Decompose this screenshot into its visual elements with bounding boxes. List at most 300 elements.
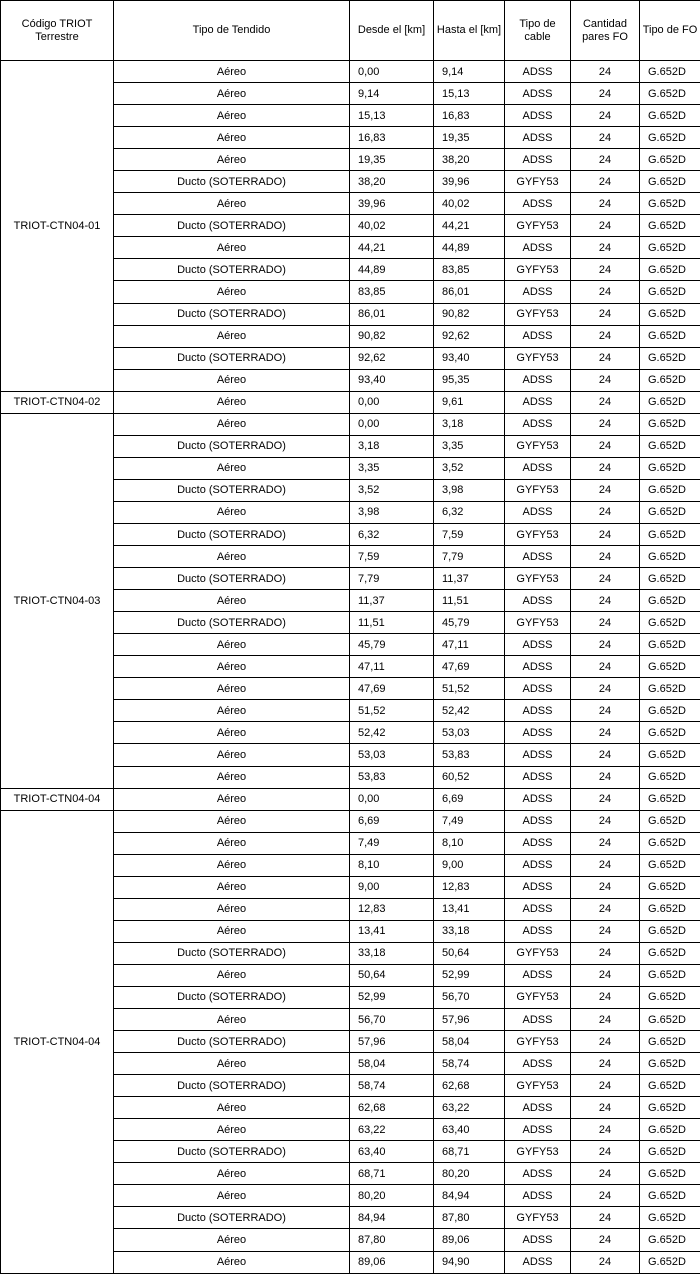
hasta-cell: 52,99 (434, 964, 505, 986)
tipo-tendido-cell: Aéreo (114, 898, 350, 920)
cantidad-pares-cell: 24 (571, 1251, 640, 1273)
desde-cell: 92,62 (350, 347, 434, 369)
hasta-cell: 3,52 (434, 457, 505, 479)
hasta-cell: 6,32 (434, 501, 505, 523)
tipo-cable-cell: GYFY53 (505, 303, 571, 325)
tipo-cable-cell: GYFY53 (505, 1141, 571, 1163)
tipo-fo-cell: G.652D (640, 678, 700, 700)
tipo-cable-cell: GYFY53 (505, 1075, 571, 1097)
tipo-fo-cell: G.652D (640, 986, 700, 1008)
tipo-tendido-cell: Ducto (SOTERRADO) (114, 1075, 350, 1097)
hasta-cell: 63,22 (434, 1097, 505, 1119)
tipo-tendido-cell: Aéreo (114, 1251, 350, 1273)
desde-cell: 0,00 (350, 413, 434, 435)
cantidad-pares-cell: 24 (571, 986, 640, 1008)
desde-cell: 83,85 (350, 281, 434, 303)
tipo-fo-cell: G.652D (640, 1119, 700, 1141)
hasta-cell: 87,80 (434, 1207, 505, 1229)
tipo-fo-cell: G.652D (640, 259, 700, 281)
desde-cell: 7,79 (350, 568, 434, 590)
hasta-cell: 86,01 (434, 281, 505, 303)
hasta-cell: 15,13 (434, 83, 505, 105)
table-row (1, 810, 700, 832)
tipo-cable-cell: ADSS (505, 83, 571, 105)
desde-cell: 40,02 (350, 215, 434, 237)
desde-cell: 3,98 (350, 501, 434, 523)
cantidad-pares-cell: 24 (571, 83, 640, 105)
tipo-cable-cell: ADSS (505, 964, 571, 986)
hasta-cell: 95,35 (434, 369, 505, 391)
cantidad-pares-cell: 24 (571, 237, 640, 259)
tipo-fo-cell: G.652D (640, 942, 700, 964)
tipo-tendido-cell: Ducto (SOTERRADO) (114, 171, 350, 193)
table-row (1, 413, 700, 435)
hasta-cell: 13,41 (434, 898, 505, 920)
tipo-fo-cell: G.652D (640, 766, 700, 788)
desde-cell: 9,00 (350, 876, 434, 898)
tipo-cable-cell: ADSS (505, 546, 571, 568)
tipo-tendido-cell: Aéreo (114, 1119, 350, 1141)
tipo-fo-cell: G.652D (640, 479, 700, 501)
tipo-tendido-cell: Aéreo (114, 391, 350, 413)
tipo-fo-cell: G.652D (640, 435, 700, 457)
tipo-fo-cell: G.652D (640, 722, 700, 744)
tipo-cable-cell: ADSS (505, 325, 571, 347)
desde-cell: 0,00 (350, 61, 434, 83)
tipo-tendido-cell: Aéreo (114, 1185, 350, 1207)
hasta-cell: 62,68 (434, 1075, 505, 1097)
tipo-fo-cell: G.652D (640, 1185, 700, 1207)
tipo-fo-cell: G.652D (640, 788, 700, 810)
cantidad-pares-cell: 24 (571, 700, 640, 722)
desde-cell: 93,40 (350, 369, 434, 391)
cantidad-pares-cell: 24 (571, 898, 640, 920)
hasta-cell: 58,74 (434, 1053, 505, 1075)
tipo-tendido-cell: Ducto (SOTERRADO) (114, 215, 350, 237)
tipo-cable-cell: ADSS (505, 1251, 571, 1273)
tipo-cable-cell: ADSS (505, 369, 571, 391)
tipo-tendido-cell: Aéreo (114, 237, 350, 259)
hasta-cell: 51,52 (434, 678, 505, 700)
hasta-cell: 58,04 (434, 1031, 505, 1053)
tipo-fo-cell: G.652D (640, 1163, 700, 1185)
tipo-fo-cell: G.652D (640, 303, 700, 325)
tipo-cable-cell: ADSS (505, 678, 571, 700)
hasta-cell: 47,69 (434, 656, 505, 678)
cantidad-pares-cell: 24 (571, 1053, 640, 1075)
desde-cell: 39,96 (350, 193, 434, 215)
hasta-cell: 12,83 (434, 876, 505, 898)
tipo-tendido-cell: Aéreo (114, 854, 350, 876)
tipo-cable-cell: ADSS (505, 413, 571, 435)
tipo-cable-cell: GYFY53 (505, 171, 571, 193)
tipo-cable-cell: ADSS (505, 1185, 571, 1207)
hasta-cell: 33,18 (434, 920, 505, 942)
desde-cell: 3,52 (350, 479, 434, 501)
cantidad-pares-cell: 24 (571, 1097, 640, 1119)
hasta-cell: 80,20 (434, 1163, 505, 1185)
hasta-cell: 50,64 (434, 942, 505, 964)
tipo-fo-cell: G.652D (640, 149, 700, 171)
header-tipo-fo: Tipo de FO (640, 1, 700, 61)
tipo-cable-cell: GYFY53 (505, 259, 571, 281)
tipo-cable-cell: ADSS (505, 237, 571, 259)
cantidad-pares-cell: 24 (571, 678, 640, 700)
tipo-tendido-cell: Aéreo (114, 920, 350, 942)
hasta-cell: 56,70 (434, 986, 505, 1008)
desde-cell: 58,04 (350, 1053, 434, 1075)
tipo-tendido-cell: Aéreo (114, 149, 350, 171)
tipo-cable-cell: GYFY53 (505, 215, 571, 237)
hasta-cell: 53,83 (434, 744, 505, 766)
tipo-fo-cell: G.652D (640, 1207, 700, 1229)
tipo-tendido-cell: Aéreo (114, 105, 350, 127)
tipo-cable-cell: ADSS (505, 501, 571, 523)
tipo-cable-cell: GYFY53 (505, 435, 571, 457)
tipo-fo-cell: G.652D (640, 876, 700, 898)
table-body (1, 61, 700, 1274)
desde-cell: 50,64 (350, 964, 434, 986)
tipo-tendido-cell: Aéreo (114, 281, 350, 303)
tipo-fo-cell: G.652D (640, 413, 700, 435)
tipo-tendido-cell: Aéreo (114, 744, 350, 766)
cantidad-pares-cell: 24 (571, 193, 640, 215)
desde-cell: 9,14 (350, 83, 434, 105)
hasta-cell: 44,21 (434, 215, 505, 237)
desde-cell: 80,20 (350, 1185, 434, 1207)
desde-cell: 3,18 (350, 435, 434, 457)
hasta-cell: 9,61 (434, 391, 505, 413)
tipo-cable-cell: ADSS (505, 722, 571, 744)
desde-cell: 15,13 (350, 105, 434, 127)
hasta-cell: 90,82 (434, 303, 505, 325)
cantidad-pares-cell: 24 (571, 105, 640, 127)
tipo-fo-cell: G.652D (640, 391, 700, 413)
tipo-fo-cell: G.652D (640, 590, 700, 612)
cantidad-pares-cell: 24 (571, 435, 640, 457)
cantidad-pares-cell: 24 (571, 964, 640, 986)
desde-cell: 84,94 (350, 1207, 434, 1229)
tipo-fo-cell: G.652D (640, 171, 700, 193)
header-tipo-tendido: Tipo de Tendido (114, 1, 350, 61)
tipo-cable-cell: GYFY53 (505, 942, 571, 964)
tipo-tendido-cell: Aéreo (114, 1009, 350, 1031)
tipo-cable-cell: ADSS (505, 788, 571, 810)
cantidad-pares-cell: 24 (571, 832, 640, 854)
tipo-cable-cell: GYFY53 (505, 1207, 571, 1229)
desde-cell: 63,22 (350, 1119, 434, 1141)
tipo-cable-cell: ADSS (505, 105, 571, 127)
desde-cell: 62,68 (350, 1097, 434, 1119)
tipo-cable-cell: ADSS (505, 744, 571, 766)
tipo-tendido-cell: Ducto (SOTERRADO) (114, 942, 350, 964)
tipo-fo-cell: G.652D (640, 854, 700, 876)
cantidad-pares-cell: 24 (571, 413, 640, 435)
tipo-tendido-cell: Aéreo (114, 876, 350, 898)
tipo-tendido-cell: Aéreo (114, 83, 350, 105)
desde-cell: 45,79 (350, 634, 434, 656)
tipo-tendido-cell: Aéreo (114, 501, 350, 523)
tipo-fo-cell: G.652D (640, 1097, 700, 1119)
tipo-tendido-cell: Ducto (SOTERRADO) (114, 479, 350, 501)
tipo-cable-cell: GYFY53 (505, 612, 571, 634)
triot-code-cell: TRIOT-CTN04-03 (1, 413, 114, 788)
triot-code-cell: TRIOT-CTN04-04 (1, 810, 114, 1273)
tipo-fo-cell: G.652D (640, 501, 700, 523)
table-header (1, 1, 700, 61)
cantidad-pares-cell: 24 (571, 656, 640, 678)
tipo-cable-cell: GYFY53 (505, 568, 571, 590)
cantidad-pares-cell: 24 (571, 722, 640, 744)
cantidad-pares-cell: 24 (571, 501, 640, 523)
cantidad-pares-cell: 24 (571, 1075, 640, 1097)
tipo-cable-cell: ADSS (505, 149, 571, 171)
tipo-tendido-cell: Aéreo (114, 700, 350, 722)
desde-cell: 47,69 (350, 678, 434, 700)
hasta-cell: 8,10 (434, 832, 505, 854)
tipo-fo-cell: G.652D (640, 612, 700, 634)
tipo-cable-cell: ADSS (505, 766, 571, 788)
tipo-cable-cell: ADSS (505, 1163, 571, 1185)
cantidad-pares-cell: 24 (571, 1009, 640, 1031)
tipo-tendido-cell: Aéreo (114, 678, 350, 700)
cantidad-pares-cell: 24 (571, 347, 640, 369)
tipo-tendido-cell: Ducto (SOTERRADO) (114, 259, 350, 281)
tipo-cable-cell: ADSS (505, 920, 571, 942)
tipo-cable-cell: ADSS (505, 1119, 571, 1141)
desde-cell: 51,52 (350, 700, 434, 722)
cantidad-pares-cell: 24 (571, 391, 640, 413)
tipo-fo-cell: G.652D (640, 105, 700, 127)
cantidad-pares-cell: 24 (571, 281, 640, 303)
hasta-cell: 45,79 (434, 612, 505, 634)
tipo-cable-cell: ADSS (505, 590, 571, 612)
desde-cell: 56,70 (350, 1009, 434, 1031)
tipo-tendido-cell: Aéreo (114, 369, 350, 391)
tipo-cable-cell: ADSS (505, 1097, 571, 1119)
tipo-fo-cell: G.652D (640, 1075, 700, 1097)
tipo-cable-cell: ADSS (505, 127, 571, 149)
tipo-tendido-cell: Aéreo (114, 964, 350, 986)
tipo-tendido-cell: Aéreo (114, 590, 350, 612)
tipo-cable-cell: ADSS (505, 1009, 571, 1031)
tipo-cable-cell: ADSS (505, 61, 571, 83)
desde-cell: 12,83 (350, 898, 434, 920)
hasta-cell: 7,49 (434, 810, 505, 832)
tipo-fo-cell: G.652D (640, 1009, 700, 1031)
tipo-fo-cell: G.652D (640, 369, 700, 391)
cantidad-pares-cell: 24 (571, 523, 640, 545)
cantidad-pares-cell: 24 (571, 479, 640, 501)
hasta-cell: 16,83 (434, 105, 505, 127)
tipo-fo-cell: G.652D (640, 1053, 700, 1075)
hasta-cell: 9,00 (434, 854, 505, 876)
cantidad-pares-cell: 24 (571, 215, 640, 237)
hasta-cell: 39,96 (434, 171, 505, 193)
header-cantidad: Cantidad pares FO (571, 1, 640, 61)
tipo-tendido-cell: Aéreo (114, 1053, 350, 1075)
tipo-tendido-cell: Aéreo (114, 634, 350, 656)
cantidad-pares-cell: 24 (571, 920, 640, 942)
tipo-tendido-cell: Aéreo (114, 457, 350, 479)
desde-cell: 57,96 (350, 1031, 434, 1053)
hasta-cell: 11,37 (434, 568, 505, 590)
tipo-fo-cell: G.652D (640, 700, 700, 722)
hasta-cell: 7,59 (434, 523, 505, 545)
hasta-cell: 38,20 (434, 149, 505, 171)
tipo-cable-cell: GYFY53 (505, 523, 571, 545)
cantidad-pares-cell: 24 (571, 61, 640, 83)
hasta-cell: 3,35 (434, 435, 505, 457)
triot-code-cell: TRIOT-CTN04-01 (1, 61, 114, 392)
header-codigo: Código TRIOT Terrestre (1, 1, 114, 61)
desde-cell: 38,20 (350, 171, 434, 193)
tipo-fo-cell: G.652D (640, 347, 700, 369)
hasta-cell: 57,96 (434, 1009, 505, 1031)
tipo-fo-cell: G.652D (640, 1251, 700, 1273)
tipo-tendido-cell: Aéreo (114, 546, 350, 568)
desde-cell: 68,71 (350, 1163, 434, 1185)
tipo-tendido-cell: Aéreo (114, 810, 350, 832)
tipo-tendido-cell: Aéreo (114, 1229, 350, 1251)
tipo-cable-cell: ADSS (505, 810, 571, 832)
cantidad-pares-cell: 24 (571, 854, 640, 876)
desde-cell: 11,37 (350, 590, 434, 612)
desde-cell: 11,51 (350, 612, 434, 634)
hasta-cell: 63,40 (434, 1119, 505, 1141)
tipo-tendido-cell: Aéreo (114, 127, 350, 149)
tipo-cable-cell: ADSS (505, 281, 571, 303)
desde-cell: 87,80 (350, 1229, 434, 1251)
header-hasta: Hasta el [km] (434, 1, 505, 61)
cantidad-pares-cell: 24 (571, 1119, 640, 1141)
tipo-fo-cell: G.652D (640, 1141, 700, 1163)
desde-cell: 16,83 (350, 127, 434, 149)
tipo-tendido-cell: Aéreo (114, 656, 350, 678)
tipo-tendido-cell: Ducto (SOTERRADO) (114, 347, 350, 369)
hasta-cell: 44,89 (434, 237, 505, 259)
tipo-fo-cell: G.652D (640, 920, 700, 942)
cantidad-pares-cell: 24 (571, 369, 640, 391)
desde-cell: 6,32 (350, 523, 434, 545)
hasta-cell: 3,98 (434, 479, 505, 501)
table-row (1, 61, 700, 83)
tipo-tendido-cell: Aéreo (114, 766, 350, 788)
tipo-fo-cell: G.652D (640, 237, 700, 259)
tipo-fo-cell: G.652D (640, 193, 700, 215)
cantidad-pares-cell: 24 (571, 876, 640, 898)
tipo-fo-cell: G.652D (640, 457, 700, 479)
desde-cell: 86,01 (350, 303, 434, 325)
hasta-cell: 94,90 (434, 1251, 505, 1273)
tipo-tendido-cell: Aéreo (114, 722, 350, 744)
desde-cell: 0,00 (350, 391, 434, 413)
tipo-fo-cell: G.652D (640, 215, 700, 237)
tipo-tendido-cell: Aéreo (114, 61, 350, 83)
tipo-fo-cell: G.652D (640, 523, 700, 545)
hasta-cell: 9,14 (434, 61, 505, 83)
tipo-tendido-cell: Ducto (SOTERRADO) (114, 523, 350, 545)
table-row (1, 788, 700, 810)
tipo-cable-cell: ADSS (505, 391, 571, 413)
tipo-fo-cell: G.652D (640, 744, 700, 766)
tipo-tendido-cell: Aéreo (114, 1097, 350, 1119)
desde-cell: 47,11 (350, 656, 434, 678)
desde-cell: 52,42 (350, 722, 434, 744)
cantidad-pares-cell: 24 (571, 171, 640, 193)
desde-cell: 8,10 (350, 854, 434, 876)
tipo-fo-cell: G.652D (640, 568, 700, 590)
cantidad-pares-cell: 24 (571, 127, 640, 149)
cantidad-pares-cell: 24 (571, 1141, 640, 1163)
cantidad-pares-cell: 24 (571, 744, 640, 766)
tipo-tendido-cell: Ducto (SOTERRADO) (114, 1141, 350, 1163)
tipo-cable-cell: ADSS (505, 832, 571, 854)
tipo-cable-cell: GYFY53 (505, 479, 571, 501)
tipo-tendido-cell: Ducto (SOTERRADO) (114, 435, 350, 457)
desde-cell: 90,82 (350, 325, 434, 347)
hasta-cell: 52,42 (434, 700, 505, 722)
tipo-fo-cell: G.652D (640, 1229, 700, 1251)
tipo-tendido-cell: Ducto (SOTERRADO) (114, 1031, 350, 1053)
hasta-cell: 11,51 (434, 590, 505, 612)
tipo-tendido-cell: Ducto (SOTERRADO) (114, 986, 350, 1008)
cantidad-pares-cell: 24 (571, 942, 640, 964)
desde-cell: 52,99 (350, 986, 434, 1008)
tipo-cable-cell: ADSS (505, 1229, 571, 1251)
cantidad-pares-cell: 24 (571, 1185, 640, 1207)
desde-cell: 13,41 (350, 920, 434, 942)
hasta-cell: 92,62 (434, 325, 505, 347)
cantidad-pares-cell: 24 (571, 1207, 640, 1229)
tipo-tendido-cell: Ducto (SOTERRADO) (114, 1207, 350, 1229)
hasta-cell: 89,06 (434, 1229, 505, 1251)
tipo-cable-cell: ADSS (505, 854, 571, 876)
tipo-cable-cell: ADSS (505, 634, 571, 656)
tipo-fo-cell: G.652D (640, 325, 700, 347)
hasta-cell: 93,40 (434, 347, 505, 369)
cantidad-pares-cell: 24 (571, 1031, 640, 1053)
tipo-tendido-cell: Aéreo (114, 788, 350, 810)
hasta-cell: 47,11 (434, 634, 505, 656)
tipo-cable-cell: ADSS (505, 457, 571, 479)
cantidad-pares-cell: 24 (571, 568, 640, 590)
desde-cell: 58,74 (350, 1075, 434, 1097)
cantidad-pares-cell: 24 (571, 259, 640, 281)
cantidad-pares-cell: 24 (571, 457, 640, 479)
tipo-cable-cell: ADSS (505, 876, 571, 898)
tipo-cable-cell: GYFY53 (505, 347, 571, 369)
cantidad-pares-cell: 24 (571, 149, 640, 171)
tipo-fo-cell: G.652D (640, 1031, 700, 1053)
desde-cell: 7,49 (350, 832, 434, 854)
triot-code-cell: TRIOT-CTN04-04 (1, 788, 114, 810)
cantidad-pares-cell: 24 (571, 612, 640, 634)
desde-cell: 19,35 (350, 149, 434, 171)
tipo-fo-cell: G.652D (640, 898, 700, 920)
hasta-cell: 7,79 (434, 546, 505, 568)
hasta-cell: 84,94 (434, 1185, 505, 1207)
cantidad-pares-cell: 24 (571, 1163, 640, 1185)
desde-cell: 3,35 (350, 457, 434, 479)
desde-cell: 44,89 (350, 259, 434, 281)
tipo-cable-cell: ADSS (505, 656, 571, 678)
tipo-cable-cell: ADSS (505, 898, 571, 920)
hasta-cell: 53,03 (434, 722, 505, 744)
cantidad-pares-cell: 24 (571, 766, 640, 788)
header-row (1, 1, 700, 61)
tipo-fo-cell: G.652D (640, 127, 700, 149)
